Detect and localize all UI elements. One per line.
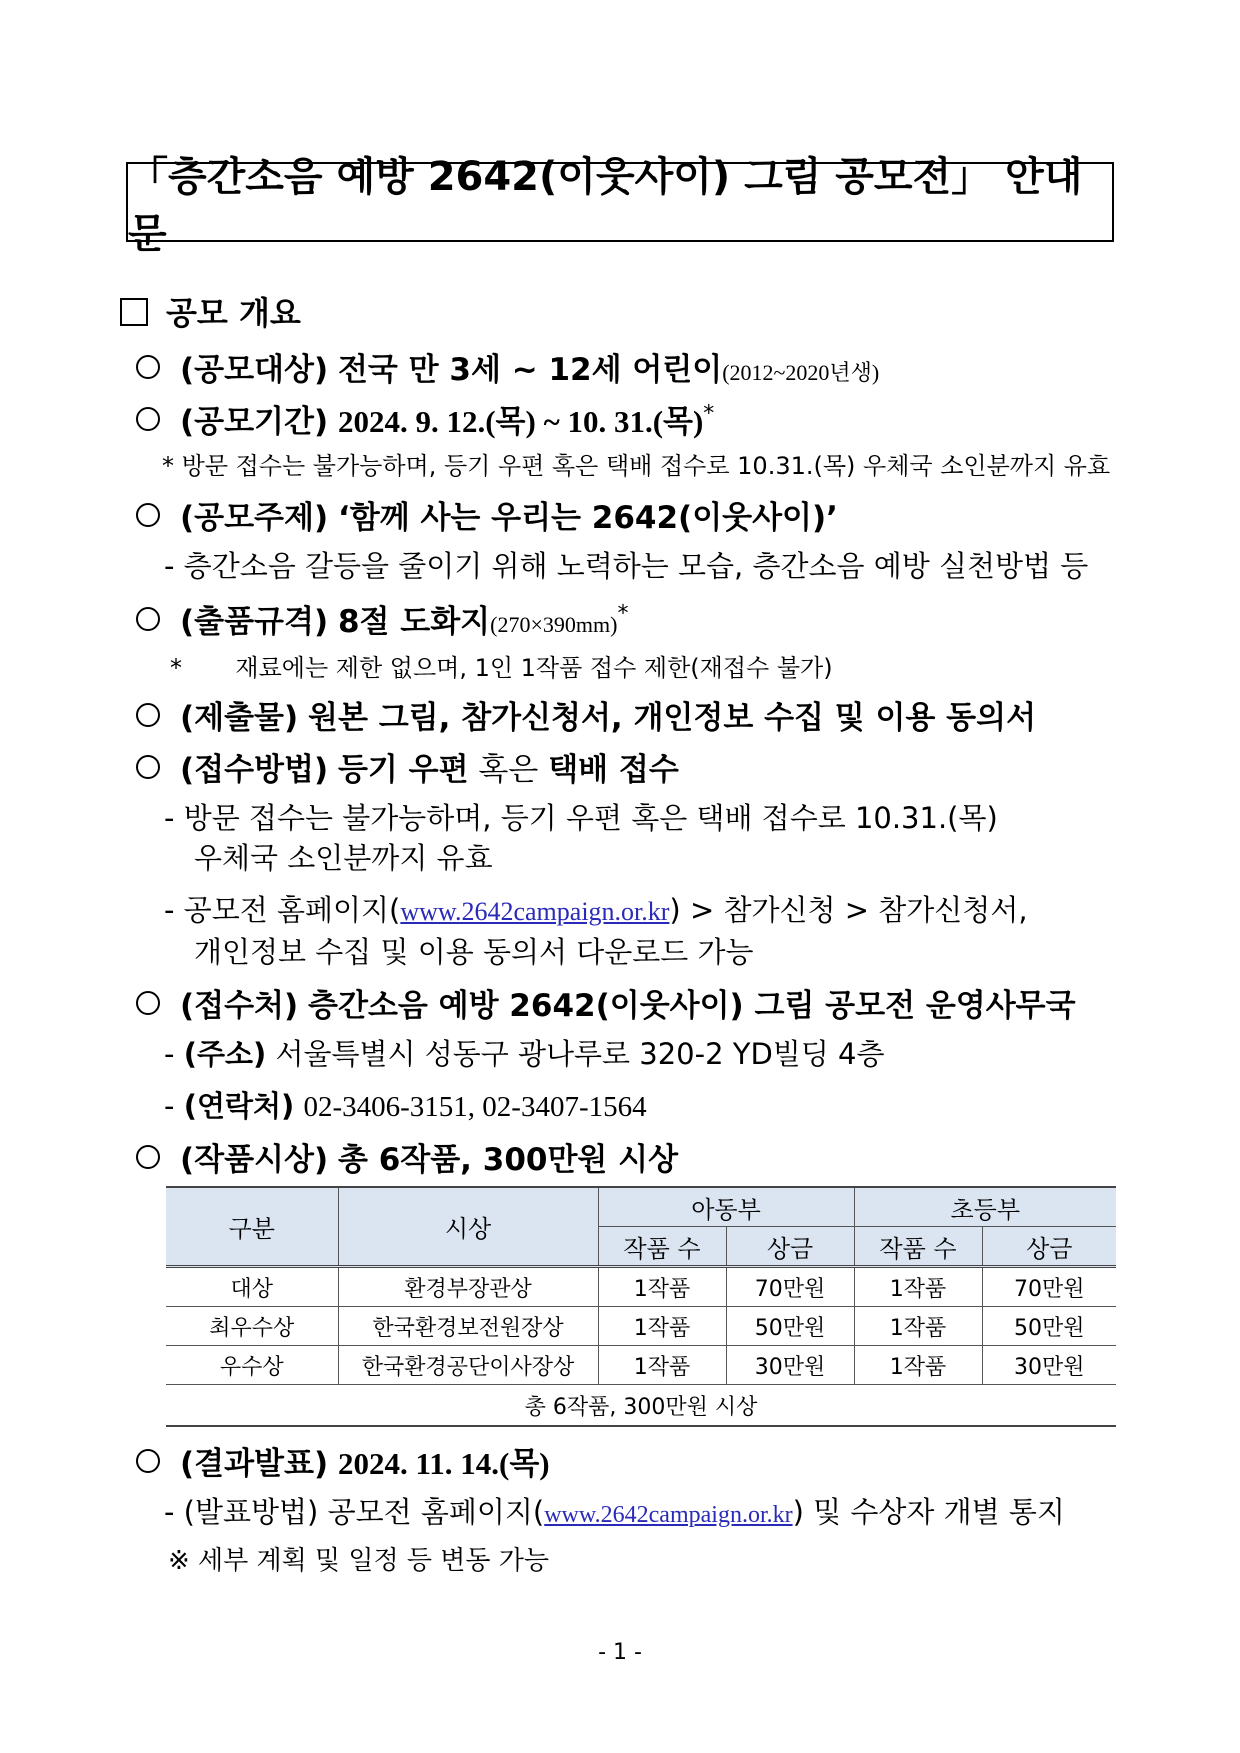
header-count: 작품 수 xyxy=(854,1227,982,1267)
item-text: 총 6작품, 300만원 시상 xyxy=(337,1142,679,1178)
circle-bullet-icon xyxy=(136,991,160,1015)
item-text: 등기 우편 xyxy=(337,752,469,788)
homepage-link[interactable]: www.2642campaign.or.kr xyxy=(544,1502,793,1528)
table-total: 총 6작품, 300만원 시상 xyxy=(166,1385,1116,1427)
item-text: 8절 도화지 xyxy=(337,604,491,640)
homepage-link[interactable]: www.2642campaign.or.kr xyxy=(400,897,670,926)
item-label: (작품시상) xyxy=(180,1142,329,1178)
item-spec xyxy=(136,596,628,641)
item-label: (제출물) xyxy=(180,700,299,736)
table-row: 최우수상 한국환경보전원장상 1작품 50만원 1작품 50만원 xyxy=(166,1307,1116,1346)
item-label: (공모주제) xyxy=(180,500,329,536)
circle-bullet-icon xyxy=(136,755,160,779)
item-text: 택배 접수 xyxy=(548,752,679,788)
circle-bullet-icon xyxy=(136,355,160,379)
period-note: * 방문 접수는 불가능하며, 등기 우편 혹은 택배 접수로 10.31.(목) 우체국 소인분까지 유효 xyxy=(162,452,1111,480)
page-title: 「층간소음 예방 2642(이웃사이) 그림 공모전」 안내문 xyxy=(128,154,1083,257)
header-category: 구분 xyxy=(166,1187,338,1267)
item-text: 전국 만 3세 ~ 12세 어린이 xyxy=(337,352,723,388)
theme-sub: - 층간소음 갈등을 줄이기 위해 노력하는 모습, 층간소음 예방 실천방법 등 xyxy=(164,549,1089,583)
method-sub2b: 개인정보 수집 및 이용 동의서 다운로드 가능 xyxy=(194,935,754,969)
item-text: 2024. 11. 14.(목) xyxy=(337,1446,550,1481)
circle-bullet-icon xyxy=(136,703,160,727)
header-prize: 상금 xyxy=(726,1227,854,1267)
footnote-star: * xyxy=(703,401,715,427)
item-text: 원본 그림, 참가신청서, 개인정보 수집 및 이용 동의서 xyxy=(308,700,1037,736)
table-row: 우수상 한국환경공단이사장상 1작품 30만원 1작품 30만원 xyxy=(166,1346,1116,1385)
item-note: (270×390mm) xyxy=(490,612,618,637)
title-box xyxy=(126,154,1114,257)
result-sub: - (발표방법) 공모전 홈페이지(www.2642campaign.or.kr) 및 수상자 개별 통지 xyxy=(164,1495,1065,1529)
circle-bullet-icon xyxy=(136,1145,160,1169)
spec-note: * 재료에는 제한 없으며, 1인 1작품 접수 제한(재접수 불가) xyxy=(170,654,833,682)
address-line: - (주소) 서울특별시 성동구 광나루로 320-2 YD빌딩 4층 xyxy=(164,1037,885,1071)
item-result xyxy=(136,1438,550,1483)
checkbox-icon xyxy=(120,298,148,326)
item-label: (결과발표) xyxy=(180,1446,329,1482)
circle-bullet-icon xyxy=(136,503,160,527)
method-sub1a: - 방문 접수는 불가능하며, 등기 우편 혹은 택배 접수로 10.31.(목) xyxy=(164,801,998,835)
method-sub1b: 우체국 소인분까지 유효 xyxy=(194,841,493,875)
header-elem: 초등부 xyxy=(854,1187,1116,1227)
circle-bullet-icon xyxy=(136,1449,160,1473)
contact-line: - (연락처) 02-3406-3151, 02-3407-1564 xyxy=(164,1089,647,1123)
table-row: 대상 환경부장관상 1작품 70만원 1작품 70만원 xyxy=(166,1267,1116,1307)
item-text: 2024. 9. 12.(목) ~ 10. 31.(목) xyxy=(337,404,704,439)
header-count: 작품 수 xyxy=(598,1227,726,1267)
prize-table xyxy=(166,1186,1116,1427)
disclaimer: ※ 세부 계획 및 일정 등 변동 가능 xyxy=(168,1546,550,1576)
item-label: (공모대상) xyxy=(180,352,329,388)
item-text: 층간소음 예방 2642(이웃사이) 그림 공모전 운영사무국 xyxy=(308,988,1076,1024)
item-office xyxy=(136,980,1076,1025)
item-period xyxy=(136,396,714,441)
item-submit xyxy=(136,692,1036,737)
item-text: 혹은 xyxy=(478,752,539,788)
header-prize: 상금 xyxy=(982,1227,1116,1267)
item-awards xyxy=(136,1134,678,1179)
item-method xyxy=(136,744,679,789)
item-target xyxy=(136,344,879,389)
circle-bullet-icon xyxy=(136,607,160,631)
item-label: (접수처) xyxy=(180,988,299,1024)
header-kinder: 아동부 xyxy=(598,1187,854,1227)
item-label: (출품규격) xyxy=(180,604,329,640)
item-theme xyxy=(136,492,838,537)
item-text: ‘함께 사는 우리는 2642(이웃사이)’ xyxy=(337,500,838,536)
section-heading: 공모 개요 xyxy=(120,288,301,334)
page-number: - 1 - xyxy=(598,1640,642,1665)
item-note: (2012~2020년생) xyxy=(722,360,880,385)
item-label: (공모기간) xyxy=(180,404,329,440)
circle-bullet-icon xyxy=(136,407,160,431)
method-sub2a: - 공모전 홈페이지(www.2642campaign.or.kr) > 참가신청 > 참가신청서, xyxy=(164,893,1028,927)
header-award: 시상 xyxy=(338,1187,598,1267)
item-label: (접수방법) xyxy=(180,752,329,788)
footnote-star: * xyxy=(617,601,629,627)
